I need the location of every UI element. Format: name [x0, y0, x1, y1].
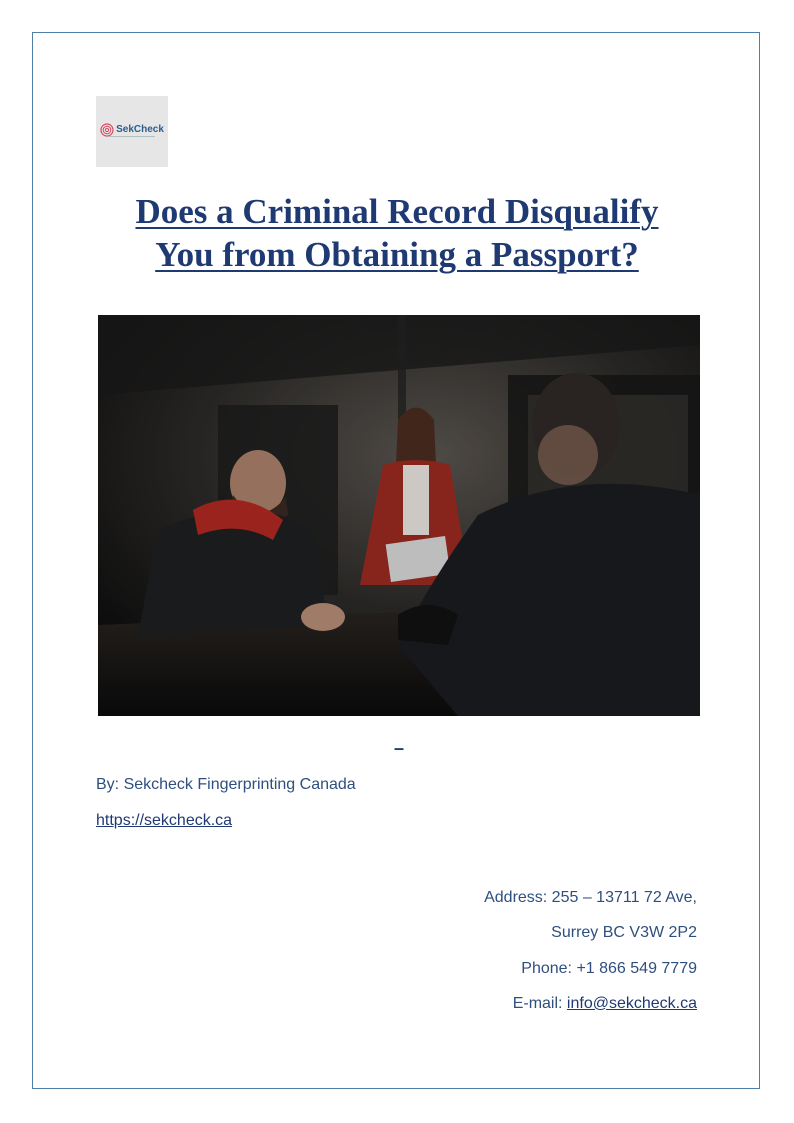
separator-dash: – [394, 738, 405, 758]
contact-block [484, 880, 697, 1021]
author-byline: By: Sekcheck Fingerprinting Canada [96, 776, 356, 793]
address-line-2: Surrey BC V3W 2P2 [551, 924, 697, 942]
email-link[interactable]: info@sekcheck.ca [566, 994, 697, 1012]
document-title [60, 190, 734, 276]
interrogation-scene-photo [98, 315, 700, 716]
logo-tagline-line [109, 136, 155, 137]
title-line-2: You from Obtaining a Passport? [155, 235, 639, 274]
hero-photo [98, 315, 700, 716]
email-row [484, 986, 697, 1021]
phone-number: Phone: +1 866 549 7779 [521, 959, 697, 977]
email-label: E-mail: [512, 994, 567, 1012]
logo-brand-text: SekCheck [116, 124, 164, 135]
title-line-1: Does a Criminal Record Disqualify [135, 192, 659, 231]
company-logo [96, 96, 168, 167]
fingerprint-icon [100, 123, 114, 137]
website-link[interactable]: https://sekcheck.ca [96, 812, 233, 829]
address-line-1: Address: 255 – 13711 72 Ave, [484, 889, 697, 906]
